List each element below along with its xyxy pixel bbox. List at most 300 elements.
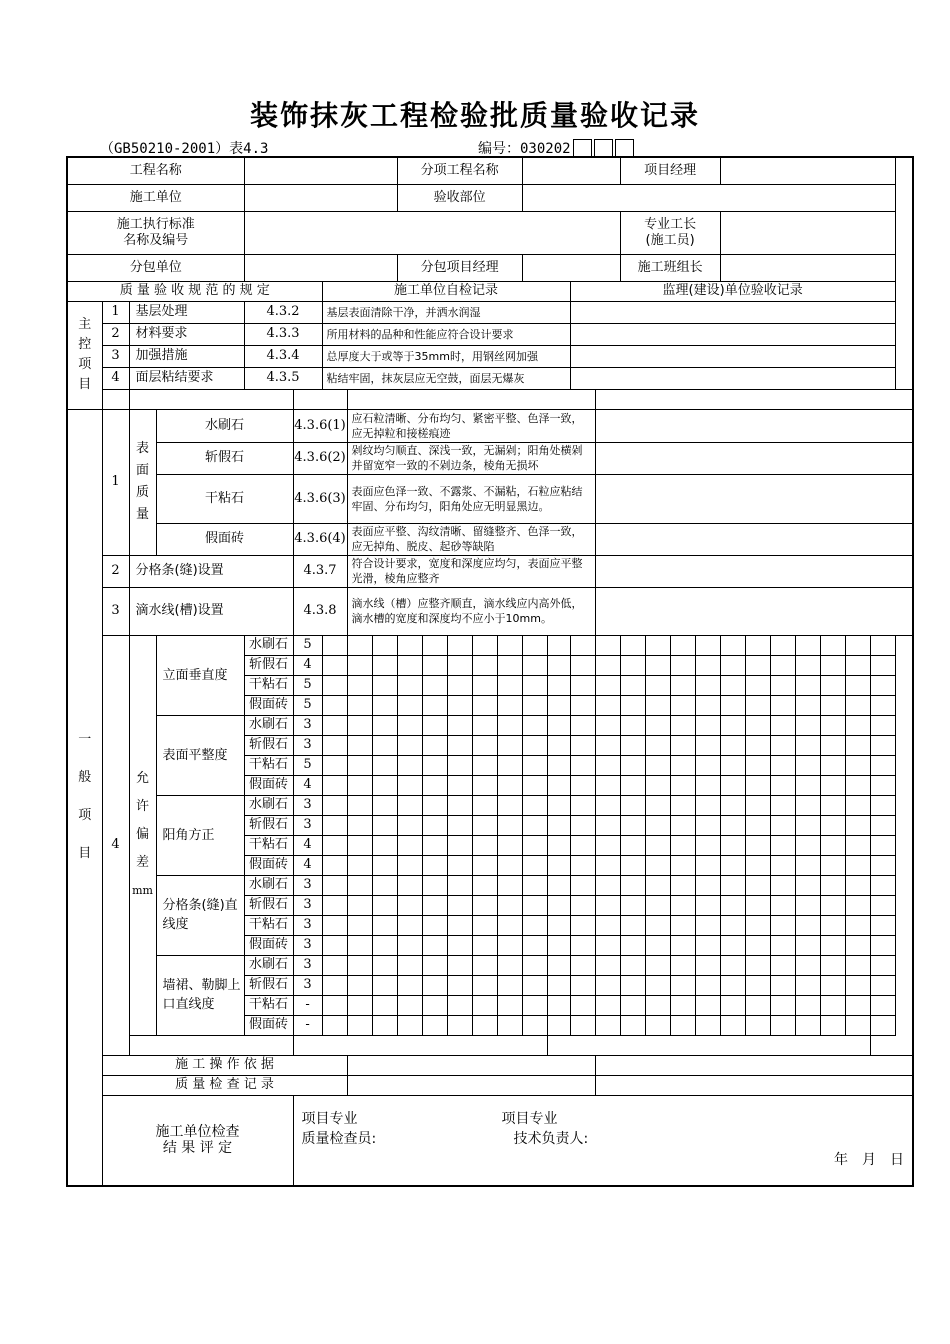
- measurement-cell[interactable]: [645, 795, 670, 815]
- measurement-cell[interactable]: [620, 655, 645, 675]
- measurement-cell[interactable]: [447, 675, 472, 695]
- measurement-cell[interactable]: [845, 875, 870, 895]
- measurement-cell[interactable]: [347, 675, 372, 695]
- measurement-cell[interactable]: [570, 715, 595, 735]
- measurement-cell[interactable]: [645, 935, 670, 955]
- measurement-cell[interactable]: [472, 895, 497, 915]
- measurement-cell[interactable]: [595, 875, 620, 895]
- measurement-cell[interactable]: [447, 655, 472, 675]
- measurement-cell[interactable]: [570, 955, 595, 975]
- measurement-cell[interactable]: [347, 975, 372, 995]
- measurement-cell[interactable]: [620, 775, 645, 795]
- measurement-cell[interactable]: [497, 995, 522, 1015]
- measurement-cell[interactable]: [322, 655, 347, 675]
- measurement-cell[interactable]: [870, 995, 895, 1015]
- measurement-cell[interactable]: [472, 815, 497, 835]
- measurement-cell[interactable]: [645, 635, 670, 655]
- measurement-cell[interactable]: [522, 915, 547, 935]
- measurement-cell[interactable]: [422, 635, 447, 655]
- measurement-cell[interactable]: [645, 755, 670, 775]
- measurement-cell[interactable]: [845, 975, 870, 995]
- measurement-cell[interactable]: [372, 715, 397, 735]
- measurement-cell[interactable]: [795, 875, 820, 895]
- measurement-cell[interactable]: [795, 735, 820, 755]
- measurement-cell[interactable]: [770, 1015, 795, 1035]
- measurement-cell[interactable]: [770, 635, 795, 655]
- measurement-cell[interactable]: [547, 815, 570, 835]
- measurement-cell[interactable]: [845, 995, 870, 1015]
- measurement-cell[interactable]: [820, 755, 845, 775]
- measurement-cell[interactable]: [570, 1015, 595, 1035]
- measurement-cell[interactable]: [870, 755, 895, 775]
- measurement-cell[interactable]: [595, 815, 620, 835]
- measurement-cell[interactable]: [422, 855, 447, 875]
- quality-record-input[interactable]: [347, 1075, 595, 1095]
- measurement-cell[interactable]: [770, 935, 795, 955]
- measurement-cell[interactable]: [770, 995, 795, 1015]
- measurement-cell[interactable]: [645, 975, 670, 995]
- measurement-cell[interactable]: [670, 735, 695, 755]
- measurement-cell[interactable]: [472, 635, 497, 655]
- supervision-record[interactable]: [547, 1035, 870, 1055]
- measurement-cell[interactable]: [720, 755, 745, 775]
- measurement-cell[interactable]: [522, 735, 547, 755]
- measurement-cell[interactable]: [845, 855, 870, 875]
- measurement-cell[interactable]: [422, 755, 447, 775]
- measurement-cell[interactable]: [820, 715, 845, 735]
- measurement-cell[interactable]: [795, 955, 820, 975]
- input-subcontract-unit[interactable]: [244, 254, 397, 281]
- measurement-cell[interactable]: [397, 895, 422, 915]
- measurement-cell[interactable]: [570, 975, 595, 995]
- measurement-cell[interactable]: [820, 895, 845, 915]
- measurement-cell[interactable]: [397, 655, 422, 675]
- measurement-cell[interactable]: [547, 635, 570, 655]
- measurement-cell[interactable]: [522, 935, 547, 955]
- measurement-cell[interactable]: [472, 875, 497, 895]
- measurement-cell[interactable]: [595, 735, 620, 755]
- measurement-cell[interactable]: [695, 735, 720, 755]
- measurement-cell[interactable]: [845, 675, 870, 695]
- measurement-cell[interactable]: [720, 715, 745, 735]
- measurement-cell[interactable]: [497, 855, 522, 875]
- measurement-cell[interactable]: [620, 815, 645, 835]
- measurement-cell[interactable]: [522, 975, 547, 995]
- measurement-cell[interactable]: [422, 875, 447, 895]
- measurement-cell[interactable]: [870, 875, 895, 895]
- measurement-cell[interactable]: [695, 775, 720, 795]
- supervision-record[interactable]: [570, 301, 895, 323]
- measurement-cell[interactable]: [547, 875, 570, 895]
- measurement-cell[interactable]: [522, 675, 547, 695]
- measurement-cell[interactable]: [472, 755, 497, 775]
- measurement-cell[interactable]: [720, 1015, 745, 1035]
- measurement-cell[interactable]: [472, 935, 497, 955]
- measurement-cell[interactable]: [397, 715, 422, 735]
- measurement-cell[interactable]: [372, 875, 397, 895]
- measurement-cell[interactable]: [695, 715, 720, 735]
- measurement-cell[interactable]: [547, 935, 570, 955]
- measurement-cell[interactable]: [645, 995, 670, 1015]
- measurement-cell[interactable]: [397, 915, 422, 935]
- measurement-cell[interactable]: [497, 895, 522, 915]
- measurement-cell[interactable]: [645, 855, 670, 875]
- measurement-cell[interactable]: [397, 695, 422, 715]
- measurement-cell[interactable]: [745, 735, 770, 755]
- measurement-cell[interactable]: [322, 995, 347, 1015]
- measurement-cell[interactable]: [820, 775, 845, 795]
- measurement-cell[interactable]: [422, 735, 447, 755]
- measurement-cell[interactable]: [645, 715, 670, 735]
- measurement-cell[interactable]: [795, 835, 820, 855]
- supervision-record[interactable]: [570, 345, 895, 367]
- measurement-cell[interactable]: [322, 695, 347, 715]
- measurement-cell[interactable]: [570, 875, 595, 895]
- measurement-cell[interactable]: [372, 695, 397, 715]
- measurement-cell[interactable]: [870, 955, 895, 975]
- measurement-cell[interactable]: [347, 875, 372, 895]
- measurement-cell[interactable]: [472, 975, 497, 995]
- measurement-cell[interactable]: [720, 655, 745, 675]
- measurement-cell[interactable]: [372, 795, 397, 815]
- measurement-cell[interactable]: [770, 715, 795, 735]
- measurement-cell[interactable]: [472, 795, 497, 815]
- measurement-cell[interactable]: [372, 955, 397, 975]
- measurement-cell[interactable]: [372, 1015, 397, 1035]
- measurement-cell[interactable]: [645, 875, 670, 895]
- measurement-cell[interactable]: [820, 1015, 845, 1035]
- measurement-cell[interactable]: [695, 955, 720, 975]
- measurement-cell[interactable]: [745, 955, 770, 975]
- measurement-cell[interactable]: [570, 635, 595, 655]
- quality-record-supervision[interactable]: [595, 1075, 913, 1095]
- measurement-cell[interactable]: [645, 1015, 670, 1035]
- measurement-cell[interactable]: [472, 655, 497, 675]
- measurement-cell[interactable]: [522, 775, 547, 795]
- measurement-cell[interactable]: [570, 915, 595, 935]
- measurement-cell[interactable]: [422, 915, 447, 935]
- measurement-cell[interactable]: [745, 1015, 770, 1035]
- measurement-cell[interactable]: [372, 895, 397, 915]
- measurement-cell[interactable]: [372, 775, 397, 795]
- measurement-cell[interactable]: [845, 695, 870, 715]
- measurement-cell[interactable]: [570, 895, 595, 915]
- measurement-cell[interactable]: [522, 955, 547, 975]
- measurement-cell[interactable]: [845, 895, 870, 915]
- measurement-cell[interactable]: [522, 635, 547, 655]
- measurement-cell[interactable]: [670, 775, 695, 795]
- measurement-cell[interactable]: [595, 895, 620, 915]
- measurement-cell[interactable]: [347, 715, 372, 735]
- measurement-cell[interactable]: [770, 975, 795, 995]
- measurement-cell[interactable]: [570, 995, 595, 1015]
- measurement-cell[interactable]: [720, 975, 745, 995]
- measurement-cell[interactable]: [422, 935, 447, 955]
- measurement-cell[interactable]: [620, 935, 645, 955]
- measurement-cell[interactable]: [497, 835, 522, 855]
- measurement-cell[interactable]: [422, 715, 447, 735]
- measurement-cell[interactable]: [870, 1015, 895, 1035]
- measurement-cell[interactable]: [620, 955, 645, 975]
- measurement-cell[interactable]: [347, 855, 372, 875]
- measurement-cell[interactable]: [845, 915, 870, 935]
- measurement-cell[interactable]: [770, 815, 795, 835]
- measurement-cell[interactable]: [795, 935, 820, 955]
- measurement-cell[interactable]: [870, 835, 895, 855]
- measurement-cell[interactable]: [745, 675, 770, 695]
- measurement-cell[interactable]: [372, 855, 397, 875]
- measurement-cell[interactable]: [720, 835, 745, 855]
- measurement-cell[interactable]: [770, 755, 795, 775]
- measurement-cell[interactable]: [820, 975, 845, 995]
- measurement-cell[interactable]: [595, 995, 620, 1015]
- measurement-cell[interactable]: [497, 715, 522, 735]
- supervision-record[interactable]: [570, 323, 895, 345]
- measurement-cell[interactable]: [670, 635, 695, 655]
- measurement-cell[interactable]: [422, 955, 447, 975]
- self-check-record[interactable]: [347, 389, 595, 409]
- evaluation-content[interactable]: [293, 1095, 913, 1186]
- measurement-cell[interactable]: [870, 855, 895, 875]
- measurement-cell[interactable]: [347, 755, 372, 775]
- measurement-cell[interactable]: [770, 855, 795, 875]
- measurement-cell[interactable]: [397, 755, 422, 775]
- measurement-cell[interactable]: [447, 795, 472, 815]
- measurement-cell[interactable]: [620, 975, 645, 995]
- measurement-cell[interactable]: [497, 655, 522, 675]
- measurement-cell[interactable]: [770, 955, 795, 975]
- measurement-cell[interactable]: [845, 835, 870, 855]
- measurement-cell[interactable]: [547, 795, 570, 815]
- measurement-cell[interactable]: [522, 855, 547, 875]
- measurement-cell[interactable]: [522, 895, 547, 915]
- measurement-cell[interactable]: [720, 695, 745, 715]
- measurement-cell[interactable]: [472, 855, 497, 875]
- measurement-cell[interactable]: [620, 675, 645, 695]
- measurement-cell[interactable]: [570, 855, 595, 875]
- measurement-cell[interactable]: [497, 675, 522, 695]
- measurement-cell[interactable]: [695, 895, 720, 915]
- measurement-cell[interactable]: [497, 635, 522, 655]
- measurement-cell[interactable]: [695, 835, 720, 855]
- measurement-cell[interactable]: [497, 755, 522, 775]
- measurement-cell[interactable]: [745, 975, 770, 995]
- measurement-cell[interactable]: [845, 635, 870, 655]
- measurement-cell[interactable]: [497, 815, 522, 835]
- measurement-cell[interactable]: [670, 835, 695, 855]
- supervision-record[interactable]: [595, 442, 913, 474]
- measurement-cell[interactable]: [770, 895, 795, 915]
- measurement-cell[interactable]: [745, 895, 770, 915]
- measurement-cell[interactable]: [695, 795, 720, 815]
- measurement-cell[interactable]: [845, 815, 870, 835]
- measurement-cell[interactable]: [645, 955, 670, 975]
- measurement-cell[interactable]: [547, 895, 570, 915]
- measurement-cell[interactable]: [322, 635, 347, 655]
- measurement-cell[interactable]: [547, 695, 570, 715]
- measurement-cell[interactable]: [670, 975, 695, 995]
- measurement-cell[interactable]: [595, 855, 620, 875]
- measurement-cell[interactable]: [347, 815, 372, 835]
- measurement-cell[interactable]: [720, 875, 745, 895]
- measurement-cell[interactable]: [720, 795, 745, 815]
- measurement-cell[interactable]: [447, 875, 472, 895]
- measurement-cell[interactable]: [322, 1015, 347, 1035]
- measurement-cell[interactable]: [497, 875, 522, 895]
- measurement-cell[interactable]: [670, 855, 695, 875]
- measurement-cell[interactable]: [570, 935, 595, 955]
- measurement-cell[interactable]: [322, 855, 347, 875]
- measurement-cell[interactable]: [397, 735, 422, 755]
- measurement-cell[interactable]: [645, 695, 670, 715]
- measurement-cell[interactable]: [472, 775, 497, 795]
- measurement-cell[interactable]: [870, 975, 895, 995]
- measurement-cell[interactable]: [397, 815, 422, 835]
- measurement-cell[interactable]: [820, 915, 845, 935]
- measurement-cell[interactable]: [670, 795, 695, 815]
- measurement-cell[interactable]: [645, 735, 670, 755]
- measurement-cell[interactable]: [595, 1015, 620, 1035]
- measurement-cell[interactable]: [745, 855, 770, 875]
- measurement-cell[interactable]: [795, 715, 820, 735]
- measurement-cell[interactable]: [547, 715, 570, 735]
- measurement-cell[interactable]: [547, 975, 570, 995]
- measurement-cell[interactable]: [770, 875, 795, 895]
- measurement-cell[interactable]: [447, 935, 472, 955]
- measurement-cell[interactable]: [447, 735, 472, 755]
- measurement-cell[interactable]: [522, 655, 547, 675]
- measurement-cell[interactable]: [795, 855, 820, 875]
- measurement-cell[interactable]: [845, 735, 870, 755]
- measurement-cell[interactable]: [497, 935, 522, 955]
- measurement-cell[interactable]: [620, 1015, 645, 1035]
- measurement-cell[interactable]: [522, 755, 547, 775]
- measurement-cell[interactable]: [397, 935, 422, 955]
- measurement-cell[interactable]: [845, 775, 870, 795]
- measurement-cell[interactable]: [322, 775, 347, 795]
- measurement-cell[interactable]: [397, 675, 422, 695]
- measurement-cell[interactable]: [645, 815, 670, 835]
- input-project-name[interactable]: [244, 157, 397, 184]
- measurement-cell[interactable]: [547, 995, 570, 1015]
- measurement-cell[interactable]: [522, 1015, 547, 1035]
- measurement-cell[interactable]: [695, 915, 720, 935]
- measurement-cell[interactable]: [695, 815, 720, 835]
- measurement-cell[interactable]: [695, 975, 720, 995]
- measurement-cell[interactable]: [595, 655, 620, 675]
- measurement-cell[interactable]: [547, 955, 570, 975]
- measurement-cell[interactable]: [447, 955, 472, 975]
- measurement-cell[interactable]: [522, 715, 547, 735]
- measurement-cell[interactable]: [795, 775, 820, 795]
- measurement-cell[interactable]: [820, 935, 845, 955]
- measurement-cell[interactable]: [820, 835, 845, 855]
- measurement-cell[interactable]: [595, 835, 620, 855]
- measurement-cell[interactable]: [870, 815, 895, 835]
- measurement-cell[interactable]: [770, 735, 795, 755]
- measurement-cell[interactable]: [422, 1015, 447, 1035]
- measurement-cell[interactable]: [372, 735, 397, 755]
- measurement-cell[interactable]: [347, 735, 372, 755]
- measurement-cell[interactable]: [547, 675, 570, 695]
- measurement-cell[interactable]: [870, 895, 895, 915]
- measurement-cell[interactable]: [547, 915, 570, 935]
- supervision-record[interactable]: [595, 587, 913, 635]
- measurement-cell[interactable]: [472, 915, 497, 935]
- operation-basis-input[interactable]: [347, 1055, 595, 1075]
- measurement-cell[interactable]: [447, 775, 472, 795]
- measurement-cell[interactable]: [570, 655, 595, 675]
- measurement-cell[interactable]: [372, 995, 397, 1015]
- measurement-cell[interactable]: [570, 815, 595, 835]
- measurement-cell[interactable]: [870, 795, 895, 815]
- supervision-record[interactable]: [595, 555, 913, 587]
- measurement-cell[interactable]: [720, 635, 745, 655]
- measurement-cell[interactable]: [845, 955, 870, 975]
- measurement-cell[interactable]: [670, 675, 695, 695]
- measurement-cell[interactable]: [372, 835, 397, 855]
- supervision-record[interactable]: [570, 367, 895, 389]
- supervision-record[interactable]: [595, 474, 913, 523]
- measurement-cell[interactable]: [745, 995, 770, 1015]
- input-acceptance-part[interactable]: [522, 184, 895, 211]
- measurement-cell[interactable]: [795, 995, 820, 1015]
- measurement-cell[interactable]: [670, 955, 695, 975]
- measurement-cell[interactable]: [820, 955, 845, 975]
- measurement-cell[interactable]: [322, 895, 347, 915]
- measurement-cell[interactable]: [870, 915, 895, 935]
- measurement-cell[interactable]: [347, 835, 372, 855]
- measurement-cell[interactable]: [372, 655, 397, 675]
- measurement-cell[interactable]: [347, 935, 372, 955]
- measurement-cell[interactable]: [670, 715, 695, 735]
- measurement-cell[interactable]: [347, 635, 372, 655]
- measurement-cell[interactable]: [820, 675, 845, 695]
- measurement-cell[interactable]: [347, 915, 372, 935]
- measurement-cell[interactable]: [472, 715, 497, 735]
- measurement-cell[interactable]: [745, 655, 770, 675]
- measurement-cell[interactable]: [745, 815, 770, 835]
- measurement-cell[interactable]: [720, 855, 745, 875]
- measurement-cell[interactable]: [870, 655, 895, 675]
- measurement-cell[interactable]: [670, 755, 695, 775]
- measurement-cell[interactable]: [547, 775, 570, 795]
- measurement-cell[interactable]: [795, 755, 820, 775]
- measurement-cell[interactable]: [447, 755, 472, 775]
- measurement-cell[interactable]: [347, 895, 372, 915]
- measurement-cell[interactable]: [795, 815, 820, 835]
- measurement-cell[interactable]: [870, 735, 895, 755]
- measurement-cell[interactable]: [497, 955, 522, 975]
- measurement-cell[interactable]: [397, 875, 422, 895]
- measurement-cell[interactable]: [397, 795, 422, 815]
- measurement-cell[interactable]: [695, 935, 720, 955]
- measurement-cell[interactable]: [347, 995, 372, 1015]
- measurement-cell[interactable]: [322, 755, 347, 775]
- measurement-cell[interactable]: [770, 675, 795, 695]
- measurement-cell[interactable]: [695, 635, 720, 655]
- input-team-leader[interactable]: [720, 254, 895, 281]
- measurement-cell[interactable]: [770, 915, 795, 935]
- measurement-cell[interactable]: [570, 835, 595, 855]
- measurement-cell[interactable]: [720, 735, 745, 755]
- measurement-cell[interactable]: [447, 835, 472, 855]
- measurement-cell[interactable]: [870, 675, 895, 695]
- measurement-cell[interactable]: [547, 655, 570, 675]
- measurement-cell[interactable]: [620, 715, 645, 735]
- measurement-cell[interactable]: [422, 795, 447, 815]
- measurement-cell[interactable]: [770, 795, 795, 815]
